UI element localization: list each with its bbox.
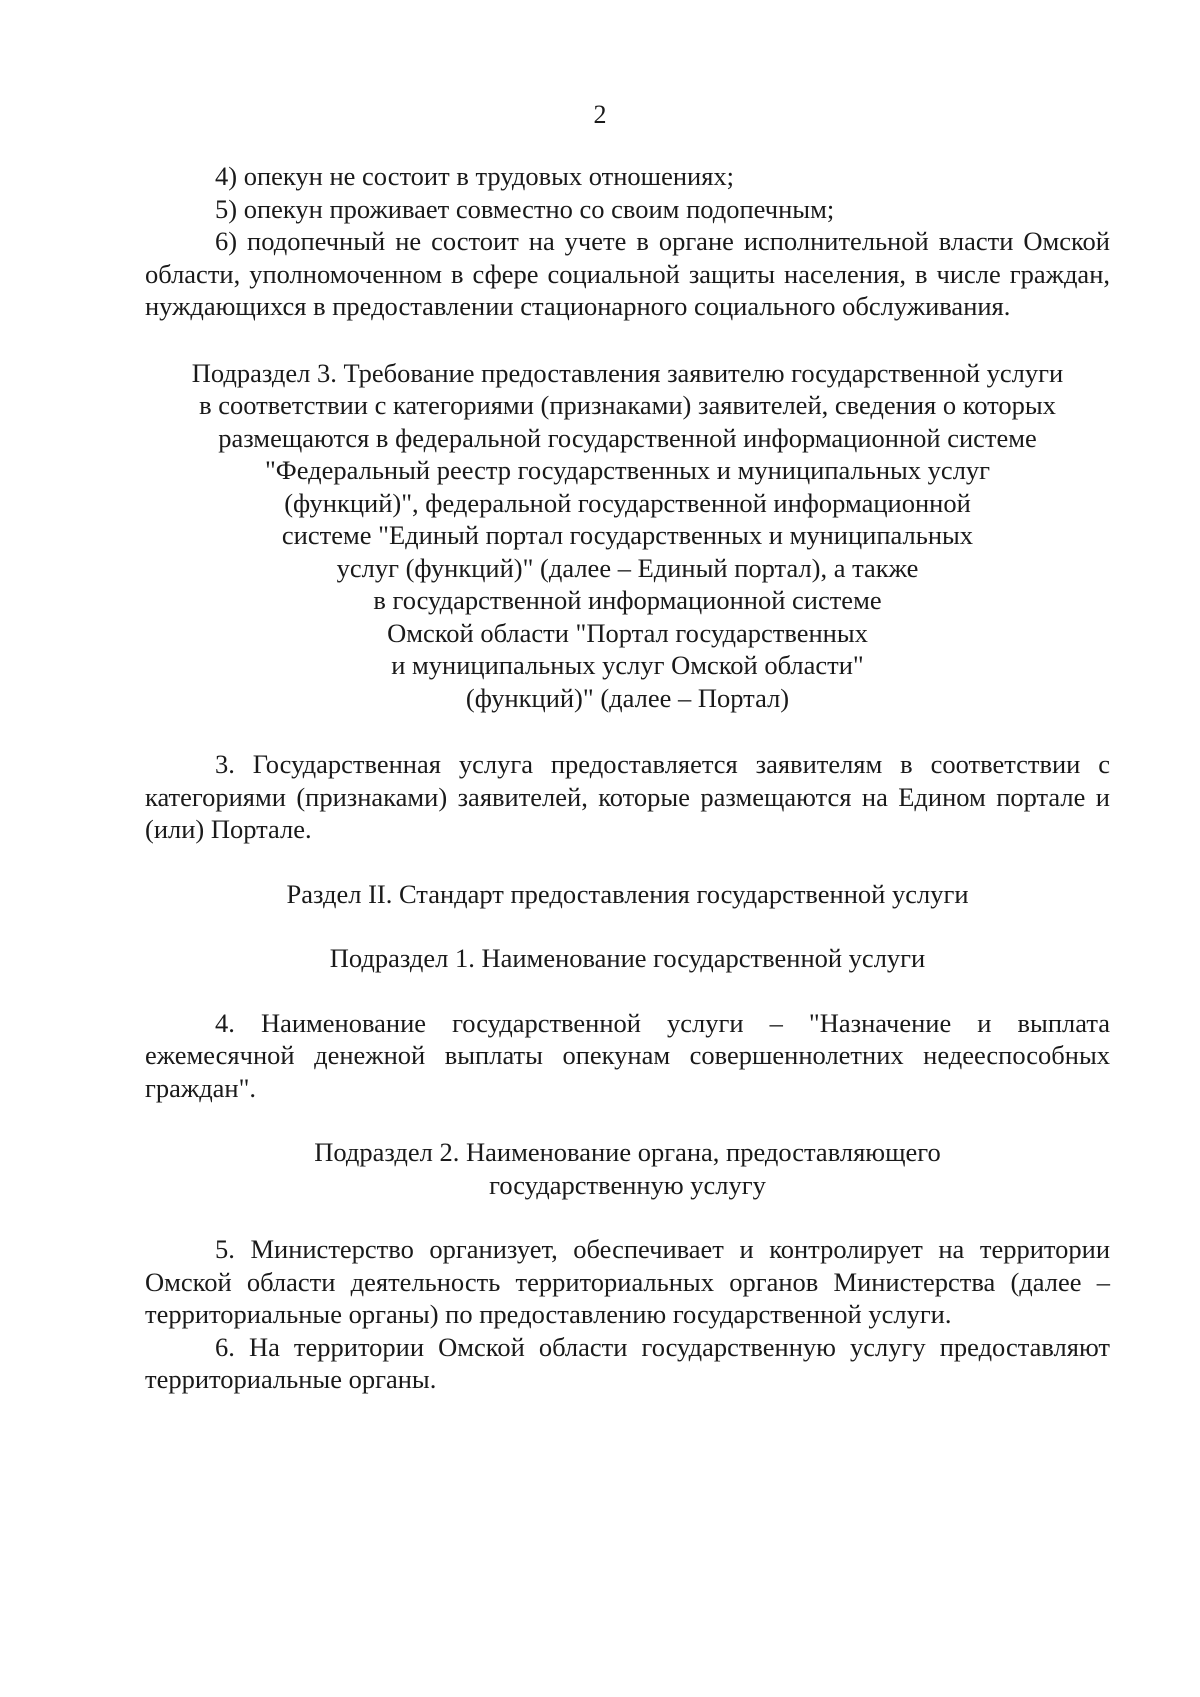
heading-line: "Федеральный реестр государственных и муниципальных услуг <box>264 455 991 485</box>
heading-line: размещаются в федеральной государственной информационной системе <box>218 422 1037 453</box>
heading-line: Подраздел 2. Наименование органа, предоставляющего <box>314 1137 941 1167</box>
heading-line: системе "Единый портал государственных и муниципальных <box>281 520 974 550</box>
subsection-1-title: Подраздел 1. Наименование государственной услуги <box>329 943 926 973</box>
heading-line: и муниципальных услуг Омской области" <box>391 650 864 680</box>
heading-line: государственную услугу <box>489 1169 766 1200</box>
section-2-title: Раздел II. Стандарт предоставления государственной услуги <box>286 878 969 909</box>
heading-line: в соответствии с категориями (признаками) заявителей, сведения о которых <box>199 390 1056 420</box>
clause-5: 5. Министерство организует, обеспечивает и контролирует на территории Омской области деятельность территориальных органов Министерства (далее – территориальные органы) по предоставлению государственной услуги. <box>145 1234 1110 1329</box>
heading-line: Подраздел 3. Требование предоставления заявителю государственной услуги <box>191 357 1064 388</box>
heading-line: услуг (функций)" (далее – Единый портал), а также <box>336 552 919 583</box>
clause-3: 3. Государственная услуга предоставляется заявителям в соответствии с категориями (признаками) заявителей, которые размещаются на Едином портале и (или) Портале. <box>145 749 1110 844</box>
heading-line: (функций)", федеральной государственной информационной <box>284 487 971 518</box>
item-5: 5) опекун проживает совместно со своим подопечным; <box>215 193 835 224</box>
item-4: 4) опекун не состоит в трудовых отношениях; <box>215 161 735 191</box>
heading-line: в государственной информационной системе <box>373 585 882 615</box>
heading-line: Омской области "Портал государственных <box>387 617 868 648</box>
subsection-3-heading <box>145 357 1110 715</box>
item-6: 6) подопечный не состоит на учете в органе исполнительной власти Омской области, уполномоченном в сфере социальной защиты населения, в числе граждан, нуждающихся в предоставлении стационарного социального обслуживания. <box>145 226 1110 321</box>
page-number: 2 <box>593 100 607 129</box>
document-body <box>145 160 1110 1396</box>
clause-4: 4. Наименование государственной услуги – "Назначение и выплата ежемесячной денежной выплаты опекунам совершеннолетних недееспособных граждан". <box>145 1007 1110 1103</box>
subsection-2-heading <box>145 1136 1110 1201</box>
heading-line: (функций)" (далее – Портал) <box>465 682 790 713</box>
clause-6: 6. На территории Омской области государственную услугу предоставляют территориальные органы. <box>145 1331 1110 1394</box>
